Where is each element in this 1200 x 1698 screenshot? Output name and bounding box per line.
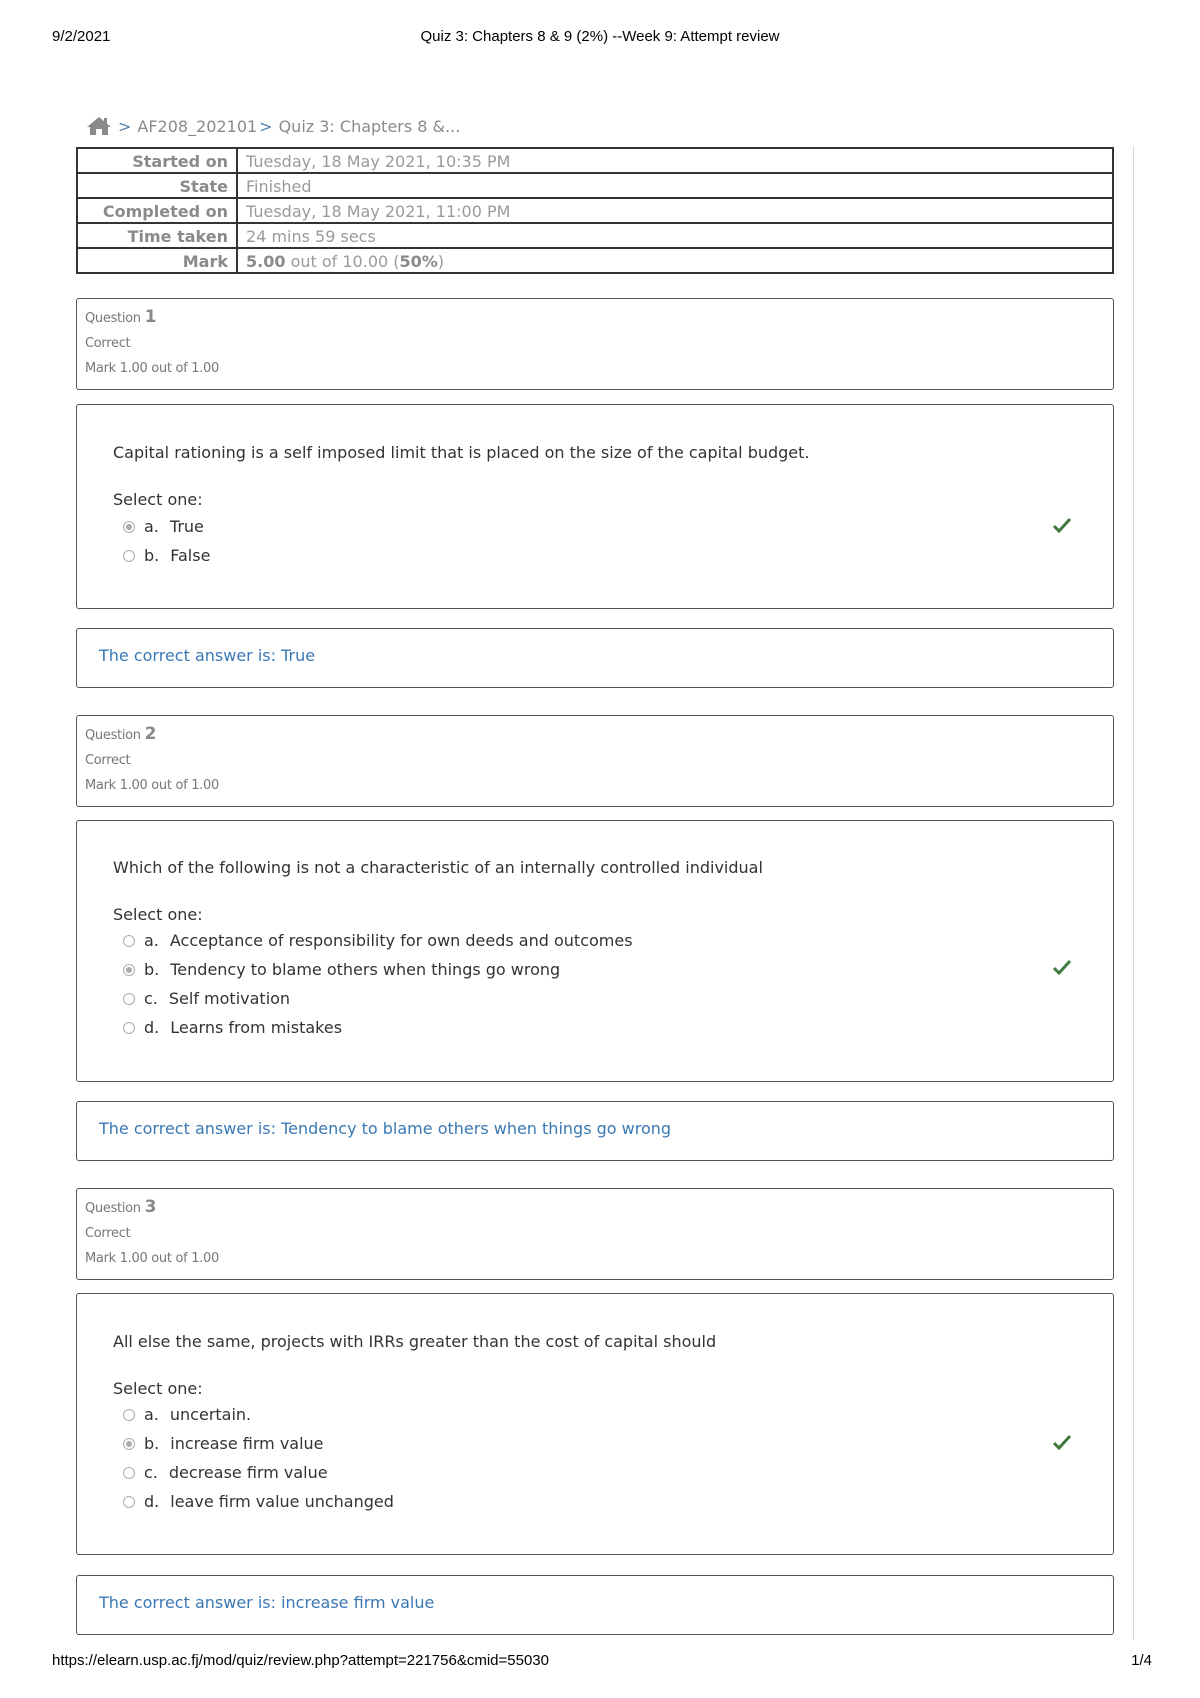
question-label: Question	[85, 311, 141, 326]
option-letter: c.	[144, 989, 158, 1008]
answer-option[interactable]	[123, 931, 633, 950]
feedback-box-1	[76, 628, 1114, 688]
print-date: 9/2/2021	[52, 28, 111, 45]
breadcrumb-separator: >	[118, 116, 132, 136]
answer-option[interactable]	[123, 546, 210, 565]
question-info-3	[76, 1188, 1114, 1280]
summary-value: Tuesday, 18 May 2021, 11:00 PM	[237, 198, 1113, 223]
breadcrumb-course-link[interactable]: AF208_202101	[137, 116, 258, 136]
correct-answer-text: The correct answer is: True	[99, 646, 316, 665]
check-icon	[1053, 1434, 1071, 1450]
question-content-2	[76, 820, 1114, 1082]
mark-percent: 50%	[399, 251, 438, 271]
option-text: Acceptance of responsibility for own deeds and outcomes	[169, 931, 633, 950]
summary-row-started	[77, 148, 1113, 173]
check-icon	[1053, 517, 1071, 533]
option-letter: c.	[144, 1463, 158, 1482]
option-text: leave firm value unchanged	[170, 1492, 394, 1511]
print-header	[0, 28, 1200, 48]
select-prompt: Select one:	[113, 1379, 203, 1398]
summary-value: Finished	[237, 173, 1113, 198]
mark-outof: out of 10.00 (	[285, 251, 400, 271]
option-text: Learns from mistakes	[170, 1018, 343, 1037]
question-info-2	[76, 715, 1114, 807]
summary-label: Completed on	[77, 198, 237, 223]
question-info-1	[76, 298, 1114, 390]
question-text: Which of the following is not a characteristic of an internally controlled individual	[113, 858, 763, 877]
question-grade: Mark 1.00 out of 1.00	[85, 1251, 219, 1266]
summary-row-time	[77, 223, 1113, 248]
answer-option[interactable]	[123, 517, 204, 536]
option-letter: b.	[144, 546, 160, 565]
option-letter: a.	[144, 517, 159, 536]
option-letter: d.	[144, 1018, 160, 1037]
summary-label: Time taken	[77, 223, 237, 248]
radio-button[interactable]	[123, 1409, 135, 1421]
check-icon	[1053, 959, 1071, 975]
question-number	[85, 1197, 1105, 1217]
question-text: Capital rationing is a self imposed limit that is placed on the size of the capital budget.	[113, 443, 810, 462]
summary-label: Mark	[77, 248, 237, 273]
option-text: Self motivation	[168, 989, 291, 1008]
question-number-value: 1	[144, 307, 157, 327]
radio-button[interactable]	[123, 1022, 135, 1034]
radio-button[interactable]	[123, 964, 135, 976]
summary-value	[237, 248, 1113, 273]
question-number	[85, 724, 1105, 744]
option-letter: a.	[144, 931, 159, 950]
answer-option[interactable]	[123, 1492, 394, 1511]
mark-close: )	[437, 251, 445, 271]
question-state: Correct	[85, 753, 131, 768]
question-label: Question	[85, 1201, 141, 1216]
select-prompt: Select one:	[113, 905, 203, 924]
attempt-summary-table	[76, 147, 1114, 274]
print-footer	[0, 1652, 1200, 1672]
summary-row-state	[77, 173, 1113, 198]
answer-option[interactable]	[123, 1463, 328, 1482]
option-letter: b.	[144, 960, 160, 979]
summary-value: Tuesday, 18 May 2021, 10:35 PM	[237, 148, 1113, 173]
question-text: All else the same, projects with IRRs greater than the cost of capital should	[113, 1332, 717, 1351]
question-content-1	[76, 404, 1114, 609]
question-content-3	[76, 1293, 1114, 1555]
radio-button[interactable]	[123, 935, 135, 947]
option-text: decrease firm value	[168, 1463, 328, 1482]
select-prompt: Select one:	[113, 490, 203, 509]
feedback-box-3	[76, 1575, 1114, 1635]
page-right-rule	[1133, 146, 1134, 1640]
breadcrumb-quiz-link[interactable]: Quiz 3: Chapters 8 &...	[278, 116, 461, 136]
correct-answer-text: The correct answer is: Tendency to blame others when things go wrong	[99, 1119, 672, 1138]
option-text: Tendency to blame others when things go wrong	[170, 960, 561, 979]
print-title: Quiz 3: Chapters 8 & 9 (2%) --Week 9: Attempt review	[420, 28, 780, 45]
summary-label: Started on	[77, 148, 237, 173]
feedback-box-2	[76, 1101, 1114, 1161]
summary-row-mark	[77, 248, 1113, 273]
option-letter: a.	[144, 1405, 159, 1424]
option-text: False	[170, 546, 211, 565]
answer-option[interactable]	[123, 1434, 324, 1453]
answer-option[interactable]	[123, 1405, 251, 1424]
option-letter: d.	[144, 1492, 160, 1511]
question-number	[85, 307, 1105, 327]
question-grade: Mark 1.00 out of 1.00	[85, 778, 219, 793]
question-number-value: 3	[144, 1197, 157, 1217]
question-label: Question	[85, 728, 141, 743]
radio-button[interactable]	[123, 1496, 135, 1508]
breadcrumb	[86, 114, 460, 138]
option-letter: b.	[144, 1434, 160, 1453]
summary-row-completed	[77, 198, 1113, 223]
question-state: Correct	[85, 1226, 131, 1241]
breadcrumb-separator: >	[259, 116, 273, 136]
option-text: True	[169, 517, 204, 536]
summary-value: 24 mins 59 secs	[237, 223, 1113, 248]
answer-option[interactable]	[123, 1018, 342, 1037]
radio-button[interactable]	[123, 1438, 135, 1450]
print-url: https://elearn.usp.ac.fj/mod/quiz/review.php?attempt=221756&cmid=55030	[52, 1652, 549, 1669]
print-page-number: 1/4	[1131, 1652, 1152, 1669]
radio-button[interactable]	[123, 521, 135, 533]
summary-label: State	[77, 173, 237, 198]
question-state: Correct	[85, 336, 131, 351]
answer-option[interactable]	[123, 960, 560, 979]
home-icon[interactable]	[86, 116, 112, 136]
question-grade: Mark 1.00 out of 1.00	[85, 361, 219, 376]
radio-button[interactable]	[123, 1467, 135, 1479]
option-text: uncertain.	[169, 1405, 252, 1424]
radio-button[interactable]	[123, 993, 135, 1005]
question-number-value: 2	[144, 724, 157, 744]
radio-button[interactable]	[123, 550, 135, 562]
answer-option[interactable]	[123, 989, 290, 1008]
option-text: increase firm value	[170, 1434, 324, 1453]
mark-score: 5.00	[246, 251, 286, 271]
correct-answer-text: The correct answer is: increase firm value	[99, 1593, 435, 1612]
